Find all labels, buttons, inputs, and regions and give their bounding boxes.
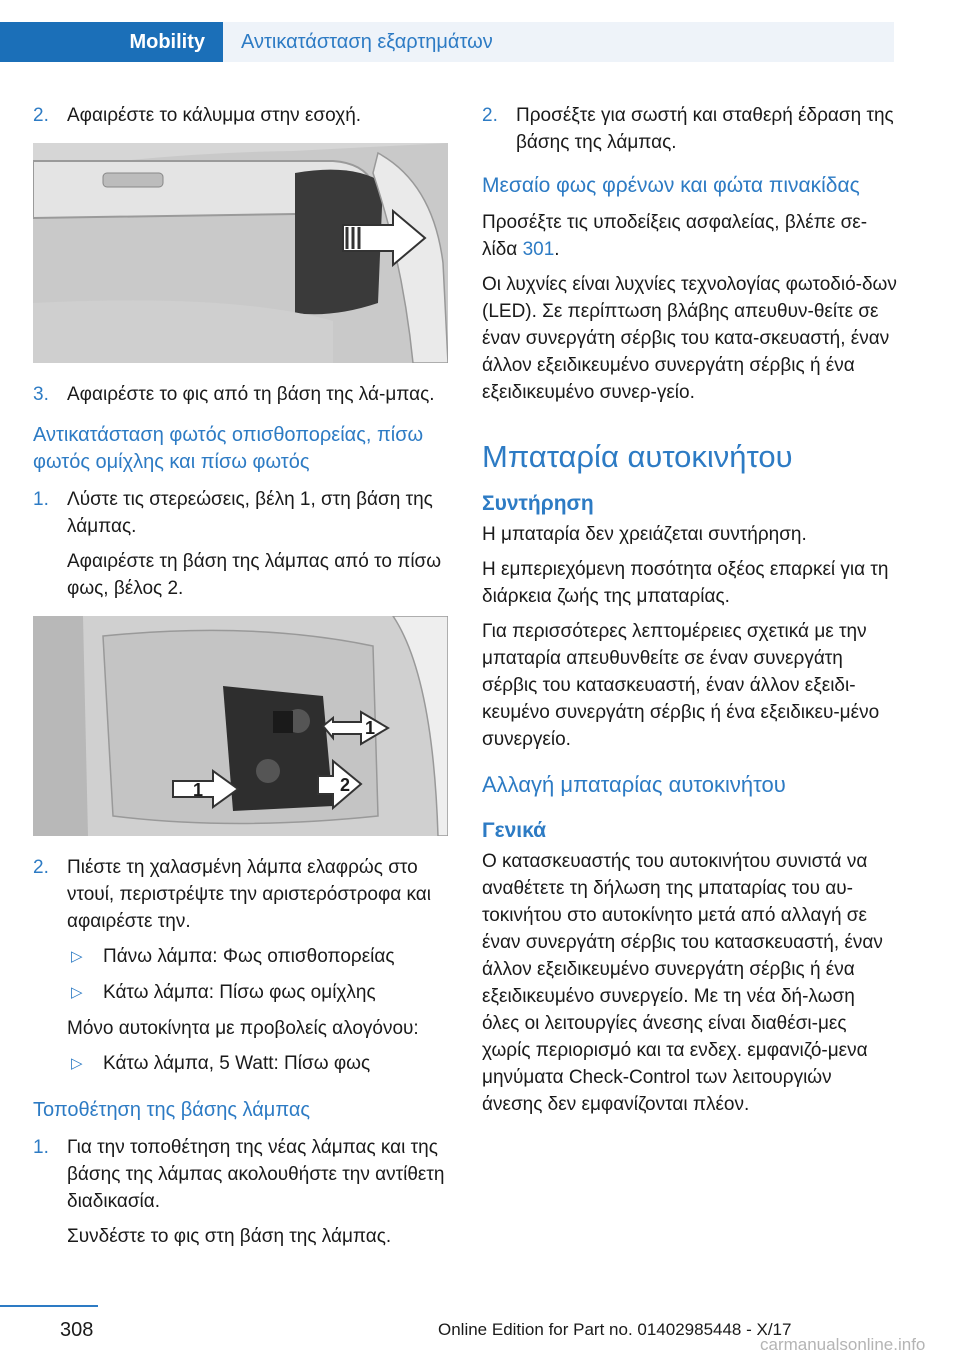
halogen-note: Μόνο αυτοκίνητα με προβολείς αλογόνου: bbox=[67, 1018, 419, 1039]
step-number: 2. bbox=[482, 105, 498, 126]
general-text: Ο κατασκευαστής του αυτοκινήτου συνιστά να αναθέτετε τη δήλωση της μπαταρίας του αυ-τοκινήτου στο αυτοκίνητο μετά από αλλαγή σε έναν συνεργάτη σέρβις του κατασκευαστή, έναν άλλον εξειδικευμένο συνεργάτη σέρβις ή ένα εξειδικευμένο συνεργείο. Με τη νέα δή-λωση όλες οι λειτουργίες άνεσης είναι διαθέσι-μες χωρίς περιορισμό και τα ενδεχ. εμφανιζό-μενα μηνύματα Check-Control των λειτουργιών άνεσης δεν εμφανίζονται πλέον. bbox=[482, 851, 883, 1115]
step-number: 3. bbox=[33, 384, 49, 405]
triangle-bullet-icon: ▷ bbox=[71, 948, 83, 965]
triangle-bullet-icon: ▷ bbox=[71, 1055, 83, 1072]
heading-brake-plate-lights: Μεσαίο φως φρένων και φώτα πινακίδας bbox=[482, 174, 860, 197]
left-column bbox=[33, 102, 448, 1258]
bullet-text: Πάνω λάμπα: Φως οπισθοπορείας bbox=[103, 946, 395, 967]
list-item bbox=[33, 943, 448, 970]
edition-note: Online Edition for Part no. 01402985448 - X/17 bbox=[438, 1320, 792, 1339]
step-number: 1. bbox=[33, 1137, 49, 1158]
bullet-text: Κάτω λάμπα, 5 Watt: Πίσω φως bbox=[103, 1053, 371, 1074]
page-reference-link[interactable]: 301 bbox=[522, 239, 555, 260]
heading-maintenance: Συντήρηση bbox=[482, 492, 594, 515]
maintenance-text-3: Για περισσότερες λεπτομέρειες σχετικά με την μπαταρία απευθυνθείτε σε έναν συνεργάτη σέρβις του κατασκευαστή, έναν άλλον εξειδι-κευμένο συνεργάτη σέρβις ή ένα εξειδικευ-μένο συνεργείο. bbox=[482, 621, 880, 750]
header-section-title[interactable]: Αντικατάσταση εξαρτημάτων bbox=[223, 22, 894, 62]
step-check-seating bbox=[482, 102, 897, 156]
page-number: 308 bbox=[60, 1319, 94, 1341]
heading-rear-light-replacement: Αντικατάσταση φωτός οπισθοπορείας, πίσω φωτός ομίχλης και πίσω φωτός bbox=[33, 424, 424, 473]
safety-note: Προσέξτε τις υποδείξεις ασφαλείας, βλέπε σε-λίδα 301. bbox=[482, 212, 868, 260]
step-remove-bulb bbox=[33, 854, 448, 935]
step-release-fasteners bbox=[33, 486, 448, 540]
bullet-text: Κάτω λάμπα: Πίσω φως ομίχλης bbox=[103, 982, 376, 1003]
step-text: Αφαιρέστε το φις από τη βάση της λά-μπας. bbox=[67, 384, 435, 405]
list-item bbox=[33, 1050, 448, 1077]
figure-trunk-cover bbox=[33, 143, 448, 363]
header-tab-mobility[interactable]: Mobility bbox=[0, 22, 223, 62]
triangle-bullet-icon: ▷ bbox=[71, 984, 83, 1001]
right-column bbox=[482, 102, 897, 1126]
step-text: Λύστε τις στερεώσεις, βέλη 1, στη βάση της λάμπας. bbox=[67, 489, 433, 537]
step-text: Αφαιρέστε το κάλυμμα στην εσοχή. bbox=[67, 105, 362, 126]
arrow-label-1-left: 1 bbox=[193, 780, 204, 800]
maintenance-text-2: Η εμπεριεχόμενη ποσότητα οξέος επαρκεί για τη διάρκεια ζωής της μπαταρίας. bbox=[482, 559, 889, 607]
maintenance-text-1: Η μπαταρία δεν χρειάζεται συντήρηση. bbox=[482, 524, 807, 545]
step-remove-cover bbox=[33, 102, 448, 129]
step-number: 1. bbox=[33, 489, 49, 510]
figure-lamp-holder bbox=[33, 616, 448, 836]
trunk-cover-illustration bbox=[33, 143, 448, 363]
lamp-holder-illustration bbox=[33, 616, 448, 836]
step-text: Πιέστε τη χαλασμένη λάμπα ελαφρώς στο ντουί, περιστρέψτε την αριστερόστροφα και αφαιρέστε την. bbox=[67, 857, 431, 932]
step-text: Προσέξτε για σωστή και σταθερή έδραση της βάσης της λάμπας. bbox=[516, 105, 894, 153]
page-header bbox=[0, 0, 960, 62]
watermark: carmanualsonline.info bbox=[760, 1335, 926, 1354]
step-remove-plug bbox=[33, 381, 448, 408]
section-title-battery: Μπαταρία αυτοκινήτου bbox=[482, 439, 793, 474]
heading-install-lamp-holder: Τοποθέτηση της βάσης λάμπας bbox=[33, 1099, 311, 1121]
list-item bbox=[33, 979, 448, 1006]
arrow-label-1-top: 1 bbox=[365, 718, 376, 738]
heading-change-battery: Αλλαγή μπαταρίας αυτοκινήτου bbox=[482, 772, 786, 797]
step-number: 2. bbox=[33, 857, 49, 878]
heading-general: Γενικά bbox=[482, 819, 547, 842]
step-install bbox=[33, 1134, 448, 1215]
led-note: Οι λυχνίες είναι λυχνίες τεχνολογίας φωτοδιό-δων (LED). Σε περίπτωση βλάβης απευθυν-θείτε σε έναν συνεργάτη σέρβις του κατα-σκευαστή, έναν άλλον εξειδικευμένο συνεργάτη σέρβις ή ένα εξειδικευμένο συνερ-γείο. bbox=[482, 274, 897, 403]
footer-accent-line bbox=[0, 1305, 98, 1307]
step-sub-text: Αφαιρέστε τη βάση της λάμπας από το πίσω φως, βέλος 2. bbox=[67, 551, 442, 599]
step-number: 2. bbox=[33, 105, 49, 126]
step-sub-text: Συνδέστε το φις στη βάση της λάμπας. bbox=[67, 1226, 392, 1247]
arrow-label-2: 2 bbox=[340, 775, 351, 795]
step-text: Για την τοποθέτηση της νέας λάμπας και της βάσης της λάμπας ακολουθήστε την αντίθετη διαδικασία. bbox=[67, 1137, 445, 1212]
